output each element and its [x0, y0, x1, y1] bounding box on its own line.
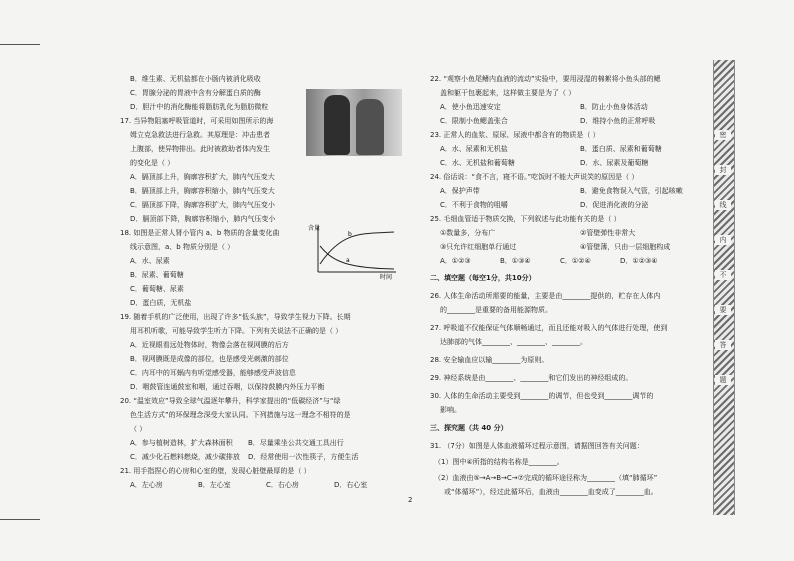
q24-option-c: C．不利于食物的咀嚼: [440, 201, 508, 209]
q26-line-1: 26. 人体生命活动所需要的能量，主要是由________提供的，贮存在人体内: [430, 292, 661, 300]
q30-line-1: 30. 人体的生命活动主要受到________的调节，但也受到________调节的: [430, 392, 654, 400]
q20-option-c: C．减少化石燃料燃烧，减少碳排放: [130, 453, 240, 461]
q19-option-b: B．视网膜既是成像的部位，也是感受光刺激的部位: [130, 355, 289, 363]
q31-part-2-line-1: （2）血液由⑤→A→B→C→⑦完成的循环途径称为________（填“肺循环”: [434, 474, 658, 482]
q22-option-b: B．防止小鱼身体活动: [580, 103, 648, 111]
q21-stem: 21. 用手指捏心的心房和心室的壁，发现心脏壁最厚的是（ ）: [120, 467, 311, 475]
q19-stem-2: 用耳机听歌，可能导致学生听力下降。下列有关说法不正确的是（ ）: [130, 327, 343, 335]
page-number: 2: [408, 496, 413, 504]
q20-stem-2: 色生活方式”的环保理念深受大家认同。下列措施与这一理念不相符的是: [130, 411, 351, 419]
q25-item-4: ④管壁薄，只由一层细胞构成: [580, 243, 671, 251]
q17-option-a: A．膈顶部上升，胸廓容积扩大，肺内气压变大: [130, 173, 275, 181]
q22-option-c: C．限制小鱼鳃盖张合: [440, 117, 508, 125]
q29: 29. 神经系统是由________、________和它们发出的神经组成的。: [430, 374, 633, 382]
curve-b-label: b: [348, 231, 352, 238]
q18-option-b: B．尿素、葡萄糖: [130, 271, 184, 279]
binding-label: 线: [715, 200, 731, 210]
q23-option-c: C．水、无机盐和葡萄糖: [440, 159, 515, 167]
q25-option-c: C．①②④: [560, 257, 591, 265]
q27-line-1: 27. 呼吸道不仅能保证气体顺畅通过，而且还能对吸入的气体进行处理，使到: [430, 324, 668, 332]
q17-stem-3: 上腹部，使异物排出。此时被救助者体内发生: [130, 145, 270, 153]
curve-a-label: a: [346, 257, 350, 264]
q16-option-d: D．胆汁中的消化酶能将脂肪乳化为脂肪微粒: [130, 103, 269, 111]
q21-option-d: D．右心室: [334, 481, 368, 489]
q22-option-a: A．使小鱼迅速安定: [440, 103, 501, 111]
q18-stem-2: 线示意图，a、b 物质分别是（ ）: [130, 243, 235, 251]
q19-option-a: A．近视眼看远处物体时，物像会落在视网膜的后方: [130, 341, 289, 349]
q20-stem-3: （ ）: [130, 425, 147, 433]
q17-stem-2: 姆立克急救法进行急救。其原理是：冲击患者: [130, 131, 270, 139]
q22-stem-2: 盖和躯干包裹起来，这样做主要是为了（ ）: [440, 89, 576, 97]
q17-stem-1: 17. 当异物阻塞呼吸管道时，可采用如图所示的海: [120, 117, 274, 125]
q17-option-d: D．膈顶部下降，胸廓容积缩小，肺内气压变小: [130, 215, 276, 223]
q23-option-a: A．水、尿素和无机盐: [440, 145, 508, 153]
q17-option-b: B．膈顶部上升，胸廓容积缩小，肺内气压变大: [130, 187, 275, 195]
q24-option-b: B．避免食物误入气管，引起咳嗽: [580, 187, 683, 195]
q25-item-2: ②管壁弹性非常大: [580, 229, 636, 237]
q20-option-b: B．尽量乘坐公共交通工具出行: [248, 439, 344, 447]
q31-stem: 31. （7分）如图是人体血液循环过程示意图，请据图回答有关问题：: [430, 442, 644, 450]
q18-option-c: C．葡萄糖、尿素: [130, 285, 184, 293]
q25-item-1: ①数量多，分布广: [440, 229, 496, 237]
q16-option-c: C．胃腺分泌的胃液中含有分解蛋白质的酶: [130, 89, 261, 97]
q23-option-d: D．水、尿素及葡萄糖: [580, 159, 649, 167]
q19-option-c: C．内耳中的耳蜗内有听觉感受器，能够感受声波信息: [130, 369, 296, 377]
binding-strip: [713, 60, 735, 515]
q25-stem: 25. 毛细血管适于物质交换，下列叙述与此功能有关的是（ ）: [430, 215, 621, 223]
q28: 28. 安全输血应以输________为原则。: [430, 356, 549, 364]
q30-line-2: 影响。: [440, 406, 461, 414]
q21-option-a: A．左心房: [130, 481, 163, 489]
q18-option-d: D．蛋白质，无机盐: [130, 299, 192, 307]
heimlich-photo: [306, 89, 402, 156]
q25-option-b: B．①③④: [500, 257, 531, 265]
binding-label: 答: [715, 340, 731, 350]
binding-label: 不: [715, 270, 731, 280]
binding-label: 密: [715, 130, 731, 140]
kidney-tubule-graph: [308, 222, 400, 280]
q16-option-b: B．维生素、无机盐都在小肠内被消化吸收: [130, 75, 261, 83]
q19-stem-1: 19. 随着手机的广泛使用，出现了许多“低头族”，导致学生视力下降。长期: [120, 313, 351, 321]
q31-part-2-line-2: 或“体循环”），经过此循环后，血液由________血变成了________血。: [444, 488, 658, 496]
section-inquiry-title: 三、探究题（共 40 分）: [430, 424, 508, 432]
q20-option-a: A．参与植树造林，扩大森林面积: [130, 439, 233, 447]
q17-stem-4: 的变化是（ ）: [130, 159, 175, 167]
q26-line-2: 的________是重要的备用能源物质。: [440, 306, 552, 314]
graph-y-label: 含量: [308, 225, 321, 232]
curve-b: [320, 232, 394, 264]
q25-item-3: ③只允许红细胞单行通过: [440, 243, 517, 251]
q23-option-b: B．蛋白质、尿素和葡萄糖: [580, 145, 662, 153]
q24-stem: 24. 俗话说：“食不言，寝不语。”吃饭时不能大声说笑的原因是（ ）: [430, 173, 639, 181]
binding-label: 封: [715, 165, 731, 175]
q22-stem-1: 22. “观察小鱼尾鳍内血液的流动”实验中，要用浸湿的棉絮将小鱼头部的鳃: [430, 75, 661, 83]
graph-x-label: 时间: [380, 274, 393, 280]
q17-option-c: C．膈顶部下降，胸廓容积扩大，肺内气压变小: [130, 201, 275, 209]
binding-label: 内: [715, 235, 731, 245]
q24-option-a: A．保护声带: [440, 187, 480, 195]
margin-rule-top: [0, 44, 40, 45]
q31-part-1: （1）图中④所指的结构名称是________。: [434, 458, 564, 466]
q23-stem: 23. 正常人的血浆、原尿、尿液中都含有的物质是（ ）: [430, 131, 600, 139]
q20-option-d: D．经常使用一次性筷子，方便生活: [248, 453, 359, 461]
curve-a: [320, 246, 394, 269]
binding-label: 题: [715, 375, 731, 385]
section-fill-in-title: 二、填空题（每空1分，共10分）: [430, 274, 536, 282]
q27-line-2: 达肺部的气体________、________、________。: [440, 338, 587, 346]
q25-option-a: A．①②③: [440, 257, 471, 265]
q18-stem-1: 18. 如图是正常人肾小管内 a、b 物质的含量变化曲: [120, 229, 280, 237]
q21-option-b: B．左心室: [198, 481, 231, 489]
q21-option-c: C．右心房: [266, 481, 299, 489]
q24-option-d: D．促进消化液的分泌: [580, 201, 649, 209]
q25-option-d: D．①②③④: [620, 257, 658, 265]
q20-stem-1: 20. “温室效应”导致全球气温逐年攀升，科学家提出的“低碳经济”与“绿: [120, 397, 341, 405]
q22-option-d: D．维持小鱼的正常呼吸: [580, 117, 656, 125]
binding-label: 要: [715, 305, 731, 315]
margin-rule-bottom: [0, 519, 40, 520]
q19-option-d: D．咽鼓管连通鼓室和咽，通过吞咽，以保持鼓膜内外压力平衡: [130, 383, 325, 391]
q18-option-a: A．水、尿素: [130, 257, 170, 265]
